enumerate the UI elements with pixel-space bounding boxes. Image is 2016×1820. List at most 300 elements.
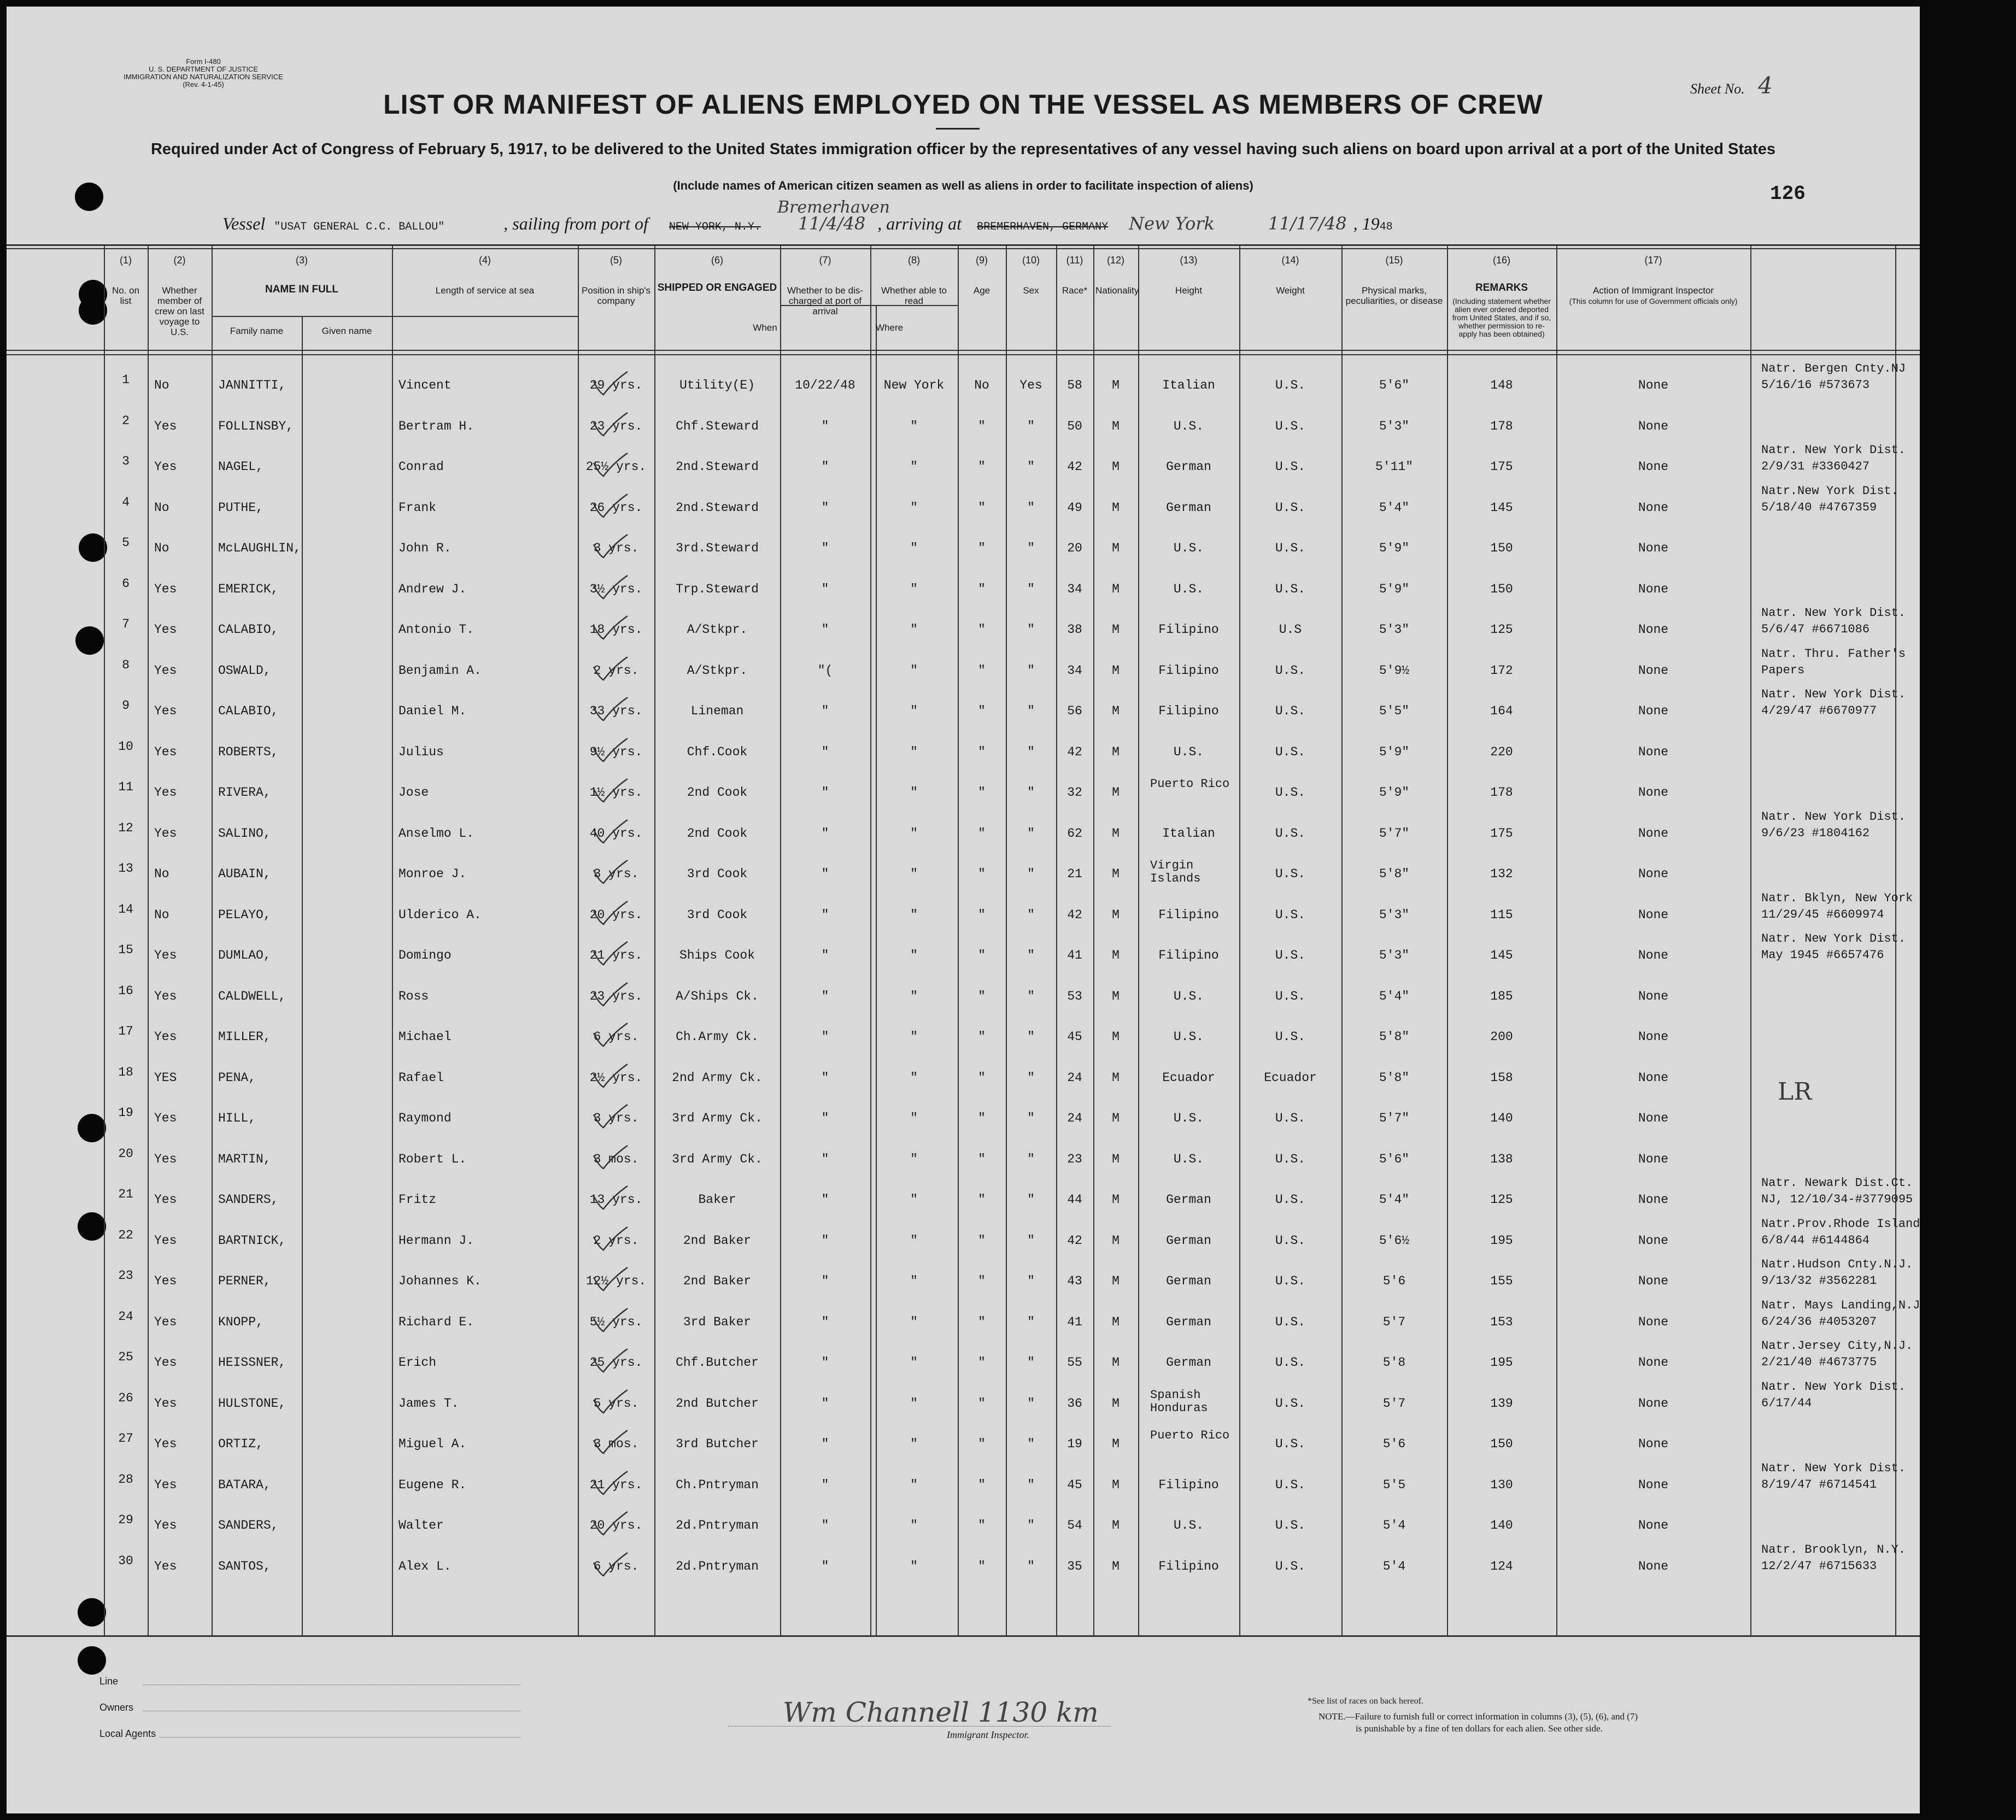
cell-family: NAGEL,	[218, 460, 263, 474]
cell-age: 56	[1067, 704, 1082, 718]
cell-service: 21 yrs.	[589, 1477, 643, 1492]
cell-disch: "	[978, 460, 986, 474]
cell-service: 23 yrs.	[589, 989, 643, 1003]
cell-marks: None	[1638, 623, 1669, 637]
check-mark-icon	[591, 900, 630, 927]
cell-service: 5 yrs.	[593, 1396, 639, 1411]
cell-disch: "	[978, 1030, 986, 1044]
punch-hole	[78, 1212, 106, 1241]
cell-remarks: 2/21/40 #4673775	[1761, 1355, 1877, 1369]
cell-given: Johannes K.	[398, 1274, 482, 1288]
cell-marks: None	[1638, 663, 1669, 678]
cell-service: 33 yrs.	[589, 704, 643, 718]
cell-position: 3rd Butcher	[676, 1437, 759, 1451]
cell-family: KNOPP,	[218, 1314, 263, 1329]
cell-prev: Yes	[154, 785, 177, 800]
check-mark-icon	[591, 1348, 630, 1375]
cell-marks: None	[1638, 867, 1669, 881]
cell-family: PELAYO,	[218, 907, 271, 922]
cell-when: "	[821, 582, 829, 596]
cell-given: Fritz	[398, 1193, 437, 1207]
column-header-4: Length of service at sea	[435, 285, 535, 296]
cell-family: SANDERS,	[218, 1518, 279, 1533]
cell-read: "	[1027, 826, 1035, 841]
cell-service: 1½ yrs.	[589, 785, 643, 800]
cell-remarks: Natr. Thru. Father's	[1761, 647, 1906, 661]
cell-no: 20	[118, 1146, 133, 1161]
cell-prev: Yes	[154, 1396, 177, 1411]
check-mark-icon	[591, 737, 630, 765]
cell-race: German	[1166, 1193, 1211, 1207]
punch-hole	[78, 1646, 106, 1675]
check-mark-icon	[591, 1185, 630, 1212]
cell-given: Andrew J.	[398, 582, 467, 596]
check-mark-icon	[591, 819, 630, 846]
cell-read: "	[1027, 1070, 1035, 1085]
cell-family: SANTOS,	[218, 1559, 271, 1574]
cell-disch: "	[978, 785, 986, 800]
cell-nat: U.S.	[1275, 1274, 1306, 1288]
cell-disch: "	[978, 826, 986, 841]
cell-service: 2 yrs.	[593, 1233, 639, 1248]
column-number: (16)	[1492, 255, 1510, 266]
cell-height: 5'4	[1382, 1559, 1406, 1574]
cell-disch: "	[978, 948, 986, 962]
column-header-9: Age	[973, 285, 991, 296]
cell-sex: M	[1112, 948, 1120, 962]
column-rule	[958, 244, 959, 1635]
cell-prev: Yes	[154, 1193, 177, 1207]
cell-service: 13 yrs.	[589, 1193, 643, 1207]
cell-no: 27	[118, 1431, 133, 1446]
check-mark-icon	[591, 778, 630, 805]
cell-disch: "	[978, 1111, 986, 1125]
cell-where: "	[910, 867, 918, 881]
cell-no: 1	[122, 373, 130, 387]
cell-where: "	[910, 1152, 918, 1166]
cell-disch: "	[978, 1477, 986, 1492]
cell-marks: None	[1638, 500, 1669, 515]
column-rule	[1138, 244, 1139, 1635]
cell-family: PENA,	[218, 1070, 256, 1085]
cell-nat: U.S.	[1275, 1437, 1306, 1451]
cell-read: "	[1027, 744, 1035, 759]
cell-given: Walter	[398, 1518, 444, 1533]
cell-position: 2nd Baker	[683, 1274, 752, 1288]
cell-given: Domingo	[398, 948, 452, 962]
cell-height: 5'6½	[1379, 1233, 1410, 1248]
cell-position: 3rd Baker	[683, 1314, 752, 1329]
cell-family: OSWALD,	[218, 663, 271, 678]
cell-remarks: Natr. Bklyn, New York	[1761, 891, 1913, 905]
cell-sex: M	[1112, 541, 1120, 555]
cell-height: 5'8"	[1379, 1070, 1410, 1085]
cell-read: "	[1027, 1437, 1035, 1451]
cell-nat: U.S.	[1275, 378, 1306, 392]
cell-age: 42	[1067, 460, 1082, 474]
cell-where: "	[910, 907, 918, 922]
cell-when: "	[821, 1518, 829, 1533]
cell-height: 5'4"	[1379, 1193, 1410, 1207]
cell-family: JANNITTI,	[218, 378, 286, 392]
cell-marks: None	[1638, 1152, 1669, 1166]
check-mark-icon	[591, 493, 630, 520]
cell-marks: None	[1638, 1437, 1669, 1451]
column-header-7: Whether to be dis-charged at port of arrival	[787, 285, 863, 316]
cell-race: Filipino	[1158, 907, 1219, 922]
cell-read: "	[1027, 1030, 1035, 1044]
cell-position: 3rd.Steward	[676, 541, 759, 555]
cell-when: "	[821, 419, 829, 433]
cell-read: "	[1027, 1111, 1035, 1125]
cell-prev: YES	[154, 1070, 177, 1085]
cell-when: "	[821, 744, 829, 759]
cell-when: "	[821, 826, 829, 841]
column-rule	[1006, 244, 1007, 1635]
cell-marks: None	[1638, 541, 1669, 555]
inspector-signature: Wm Channell 1130 km	[783, 1696, 1099, 1728]
cell-service: 5½ yrs.	[589, 1314, 643, 1329]
cell-remarks: 6/8/44 #6144864	[1761, 1233, 1870, 1247]
cell-disch: "	[978, 419, 986, 433]
column-header-17: Action of Immigrant Inspector	[1592, 285, 1714, 296]
column-header-1: No. on list	[112, 285, 140, 306]
cell-no: 21	[118, 1187, 133, 1201]
cell-remarks: Natr. New York Dist.	[1761, 1379, 1906, 1394]
cell-position: 2nd Cook	[687, 826, 748, 841]
table-bottom-rule	[7, 1635, 1920, 1637]
cell-disch: "	[978, 1274, 986, 1288]
cell-read: "	[1027, 1518, 1035, 1533]
cell-race: German	[1166, 500, 1211, 515]
cell-given: Monroe J.	[398, 867, 467, 881]
cell-prev: Yes	[154, 1152, 177, 1166]
column-header-11: Race*	[1062, 285, 1088, 296]
cell-age: 24	[1067, 1111, 1082, 1125]
cell-where: "	[910, 663, 918, 678]
cell-prev: Yes	[154, 989, 177, 1003]
cell-when: "	[821, 1477, 829, 1492]
cell-prev: Yes	[154, 663, 177, 678]
cell-when: "	[821, 989, 829, 1003]
cell-service: 21 yrs.	[589, 948, 643, 962]
cell-marks: None	[1638, 1193, 1669, 1207]
cell-remarks: Natr. New York Dist.	[1761, 932, 1906, 946]
cell-marks: None	[1638, 1030, 1669, 1044]
cell-where: "	[910, 1111, 918, 1125]
cell-remarks: 8/19/47 #6714541	[1761, 1477, 1877, 1492]
cell-where: "	[910, 1070, 918, 1085]
cell-sex: M	[1112, 989, 1120, 1003]
cell-service: 9½ yrs.	[589, 744, 643, 759]
cell-read: "	[1027, 948, 1035, 962]
cell-age: 23	[1067, 1152, 1082, 1166]
cell-remarks: NJ, 12/10/34-#3779095	[1761, 1193, 1913, 1206]
column-header-5: Position in ship's company	[581, 285, 651, 306]
cell-marks: None	[1638, 1233, 1669, 1248]
cell-service: 23 yrs.	[589, 419, 643, 433]
cell-no: 29	[118, 1513, 133, 1527]
cell-no: 11	[118, 780, 133, 794]
cell-read: "	[1027, 704, 1035, 718]
cell-when: "(	[817, 663, 833, 678]
cell-race: Virgin Islands	[1150, 859, 1201, 885]
cell-position: Ch.Army Ck.	[676, 1030, 759, 1044]
cell-position: 2nd Baker	[683, 1233, 752, 1248]
check-mark-icon	[591, 941, 630, 968]
cell-prev: Yes	[154, 948, 177, 962]
cell-no: 8	[122, 657, 130, 672]
check-mark-icon	[591, 1552, 630, 1579]
column-subheader: Where	[876, 322, 904, 333]
cell-read: "	[1027, 785, 1035, 800]
cell-where: "	[910, 1193, 918, 1207]
cell-height: 5'9"	[1379, 785, 1410, 800]
cell-remarks: 5/18/40 #4767359	[1761, 500, 1877, 514]
cell-where: "	[910, 1559, 918, 1574]
cell-where: "	[910, 826, 918, 841]
cell-race: Ecuador	[1162, 1070, 1215, 1085]
cell-read: "	[1027, 1152, 1035, 1166]
cell-disch: "	[978, 500, 986, 515]
cell-service: 40 yrs.	[589, 826, 643, 841]
cell-nat: U.S.	[1275, 1030, 1306, 1044]
cell-weight: 220	[1490, 744, 1513, 759]
cell-family: SANDERS,	[218, 1193, 279, 1207]
cell-family: CALABIO,	[218, 704, 279, 718]
cell-given: Robert L.	[398, 1152, 467, 1166]
cell-marks: None	[1638, 989, 1669, 1003]
cell-age: 49	[1067, 500, 1082, 515]
cell-weight: 195	[1490, 1355, 1513, 1370]
column-rule	[1093, 244, 1094, 1635]
cell-given: Miguel A.	[398, 1437, 467, 1451]
cell-age: 55	[1067, 1355, 1082, 1370]
cell-where: "	[910, 500, 918, 515]
cell-when: "	[821, 1437, 829, 1451]
cell-prev: Yes	[154, 1518, 177, 1533]
cell-age: 44	[1067, 1193, 1082, 1207]
cell-weight: 150	[1490, 1437, 1513, 1451]
check-mark-icon	[591, 1144, 630, 1172]
cell-position: Chf.Steward	[676, 419, 759, 433]
cell-position: 2nd.Steward	[676, 460, 759, 474]
cell-nat: U.S.	[1275, 785, 1306, 800]
cell-sex: M	[1112, 1559, 1120, 1574]
cell-family: FOLLINSBY,	[218, 419, 294, 433]
footer-agents-label: Local Agents	[99, 1728, 156, 1739]
cell-service: 26 yrs.	[589, 500, 643, 515]
cell-age: 45	[1067, 1030, 1082, 1044]
cell-prev: Yes	[154, 1437, 177, 1451]
cell-age: 54	[1067, 1518, 1082, 1533]
cell-marks: None	[1638, 704, 1669, 718]
cell-when: "	[821, 460, 829, 474]
cell-position: Chf.Cook	[687, 744, 748, 759]
check-mark-icon	[591, 656, 630, 683]
cell-height: 5'5"	[1379, 704, 1410, 718]
cell-sex: M	[1112, 1355, 1120, 1370]
subcolumn-rule	[302, 316, 303, 1635]
cell-height: 5'4	[1382, 1518, 1406, 1533]
handwritten-port: Bremerhaven	[777, 198, 890, 217]
column-rule	[1447, 244, 1448, 1635]
cell-disch: "	[978, 704, 986, 718]
cell-given: Ulderico A.	[398, 907, 482, 922]
column-rule	[780, 244, 781, 1635]
cell-read: Yes	[1019, 378, 1042, 392]
check-mark-icon	[591, 412, 630, 439]
column-rule	[212, 244, 213, 1635]
cell-weight: 138	[1490, 1152, 1513, 1166]
cell-nat: U.S.	[1275, 704, 1306, 718]
cell-disch: "	[978, 1437, 986, 1451]
cell-height: 5'11"	[1375, 460, 1413, 474]
cell-no: 10	[118, 739, 133, 754]
cell-age: 42	[1067, 907, 1082, 922]
cell-service: 25½ yrs.	[585, 460, 647, 474]
cell-no: 6	[122, 576, 130, 591]
cell-where: "	[910, 1030, 918, 1044]
cell-family: PERNER,	[218, 1274, 271, 1288]
cell-remarks: 9/6/23 #1804162	[1761, 826, 1870, 840]
cell-prev: No	[154, 541, 169, 555]
cell-weight: 145	[1490, 948, 1513, 962]
cell-family: HILL,	[218, 1111, 256, 1125]
cell-sex: M	[1112, 1111, 1120, 1125]
cell-prev: Yes	[154, 744, 177, 759]
cell-prev: Yes	[154, 460, 177, 474]
column-number: (7)	[819, 255, 831, 266]
cell-position: 2nd Army Ck.	[672, 1070, 763, 1085]
cell-marks: None	[1638, 1314, 1669, 1329]
cell-service: 6 yrs.	[593, 1030, 639, 1044]
cell-sex: M	[1112, 1030, 1120, 1044]
cell-no: 7	[122, 617, 130, 631]
cell-race: Italian	[1162, 378, 1215, 392]
cell-sex: M	[1112, 744, 1120, 759]
column-number: (3)	[296, 255, 308, 266]
cell-family: ROBERTS,	[218, 744, 279, 759]
cell-position: A/Ships Ck.	[676, 989, 759, 1003]
cell-race: Filipino	[1158, 623, 1219, 637]
column-header-10: Sex	[1023, 285, 1039, 296]
punch-hole	[79, 533, 107, 562]
check-mark-icon	[591, 574, 630, 602]
subtitle-note: (Include names of American citizen seamen as well as aliens in order to facilitate inspection of aliens)	[673, 179, 1253, 192]
cell-race: U.S.	[1173, 1152, 1204, 1166]
cell-age: 41	[1067, 1314, 1082, 1329]
cell-weight: 125	[1490, 1193, 1513, 1207]
check-mark-icon	[591, 1307, 630, 1335]
subtitle: Required under Act of Congress of February 5, 1917, to be delivered to the United States immigration officer by the representatives of any vessel having such aliens on board upon arrival at a port of the United States	[150, 140, 1776, 158]
cell-weight: 178	[1490, 785, 1513, 800]
cell-prev: Yes	[154, 704, 177, 718]
column-header-3: NAME IN FULL	[265, 284, 339, 295]
cell-sex: M	[1112, 867, 1120, 881]
cell-height: 5'5	[1382, 1477, 1406, 1492]
cell-position: 2nd Cook	[687, 785, 748, 800]
cell-prev: Yes	[154, 623, 177, 637]
check-mark-icon	[591, 615, 630, 642]
cell-sex: M	[1112, 785, 1120, 800]
cell-no: 17	[118, 1024, 133, 1038]
check-mark-icon	[591, 859, 630, 886]
cell-no: 22	[118, 1228, 133, 1242]
table-top-rule	[7, 248, 1920, 249]
footer-owners-label: Owners	[99, 1702, 134, 1713]
cell-no: 28	[118, 1472, 133, 1487]
column-number: (8)	[908, 255, 920, 266]
cell-when: "	[821, 907, 829, 922]
cell-disch: "	[978, 1355, 986, 1370]
cell-no: 9	[122, 698, 130, 713]
punch-hole	[75, 626, 104, 655]
cell-remarks: 9/13/32 #3562281	[1761, 1274, 1877, 1288]
cell-weight: 148	[1490, 378, 1513, 392]
footer-line-label: Line	[99, 1676, 119, 1687]
cell-marks: None	[1638, 1274, 1669, 1288]
cell-height: 5'9"	[1379, 541, 1410, 555]
cell-age: 21	[1067, 867, 1082, 881]
cell-remarks: 2/9/31 #3360427	[1761, 460, 1870, 473]
cell-marks: None	[1638, 1355, 1669, 1370]
cell-weight: 139	[1490, 1396, 1513, 1411]
cell-race: Italian	[1162, 826, 1215, 841]
column-subheader: Given name	[321, 326, 372, 336]
cell-nat: U.S.	[1275, 867, 1306, 881]
page-title: LIST OR MANIFEST OF ALIENS EMPLOYED ON THE VESSEL AS MEMBERS OF CREW	[383, 89, 1543, 120]
cell-nat: U.S.	[1275, 419, 1306, 433]
cell-sex: M	[1112, 1070, 1120, 1085]
cell-no: 25	[118, 1350, 133, 1364]
cell-remarks: 11/29/45 #6609974	[1761, 907, 1884, 921]
cell-where: "	[910, 582, 918, 596]
column-number: (2)	[173, 255, 186, 266]
cell-remarks: 6/24/36 #4053207	[1761, 1314, 1877, 1329]
cell-weight: 164	[1490, 704, 1513, 718]
cell-age: 43	[1067, 1274, 1082, 1288]
cell-nat: U.S.	[1275, 1233, 1306, 1248]
cell-service: 18 yrs.	[589, 623, 643, 637]
cell-family: PUTHE,	[218, 500, 263, 515]
cell-marks: None	[1638, 785, 1669, 800]
cell-given: Jose	[398, 785, 429, 800]
cell-given: Bertram H.	[398, 419, 474, 433]
cell-position: 3rd Army Ck.	[672, 1152, 763, 1166]
cell-when: "	[821, 948, 829, 962]
cell-read: "	[1027, 1314, 1035, 1329]
cell-when: "	[821, 500, 829, 515]
cell-weight: 195	[1490, 1233, 1513, 1248]
cell-race: Spanish Honduras	[1150, 1388, 1208, 1415]
cell-disch: "	[978, 1193, 986, 1207]
cell-disch: "	[978, 541, 986, 555]
cell-family: EMERICK,	[218, 582, 279, 596]
cell-prev: Yes	[154, 419, 177, 433]
vessel-line: Vessel "USAT GENERAL C.C. BALLOU" , sailing from port of NEW YORK, N.Y. 11/4/48 , arriving at BREMERHAVEN, GERMANY New York 11/17/48 , 1948	[222, 213, 1393, 234]
cell-sex: M	[1112, 378, 1120, 392]
column-rule	[1556, 244, 1557, 1635]
cell-weight: 115	[1490, 907, 1513, 922]
cell-age: 53	[1067, 989, 1082, 1003]
cell-age: 58	[1067, 378, 1082, 392]
cell-race: U.S.	[1173, 419, 1204, 433]
title-ornament	[936, 128, 980, 130]
cell-when: 10/22/48	[795, 378, 855, 392]
penalty-note: NOTE.—Failure to furnish full or correct information in columns (3), (5), (6), and (7) is punishable by a fine of ten dollars for each alien. See other side.	[1318, 1711, 1638, 1734]
check-mark-icon	[591, 1103, 630, 1131]
